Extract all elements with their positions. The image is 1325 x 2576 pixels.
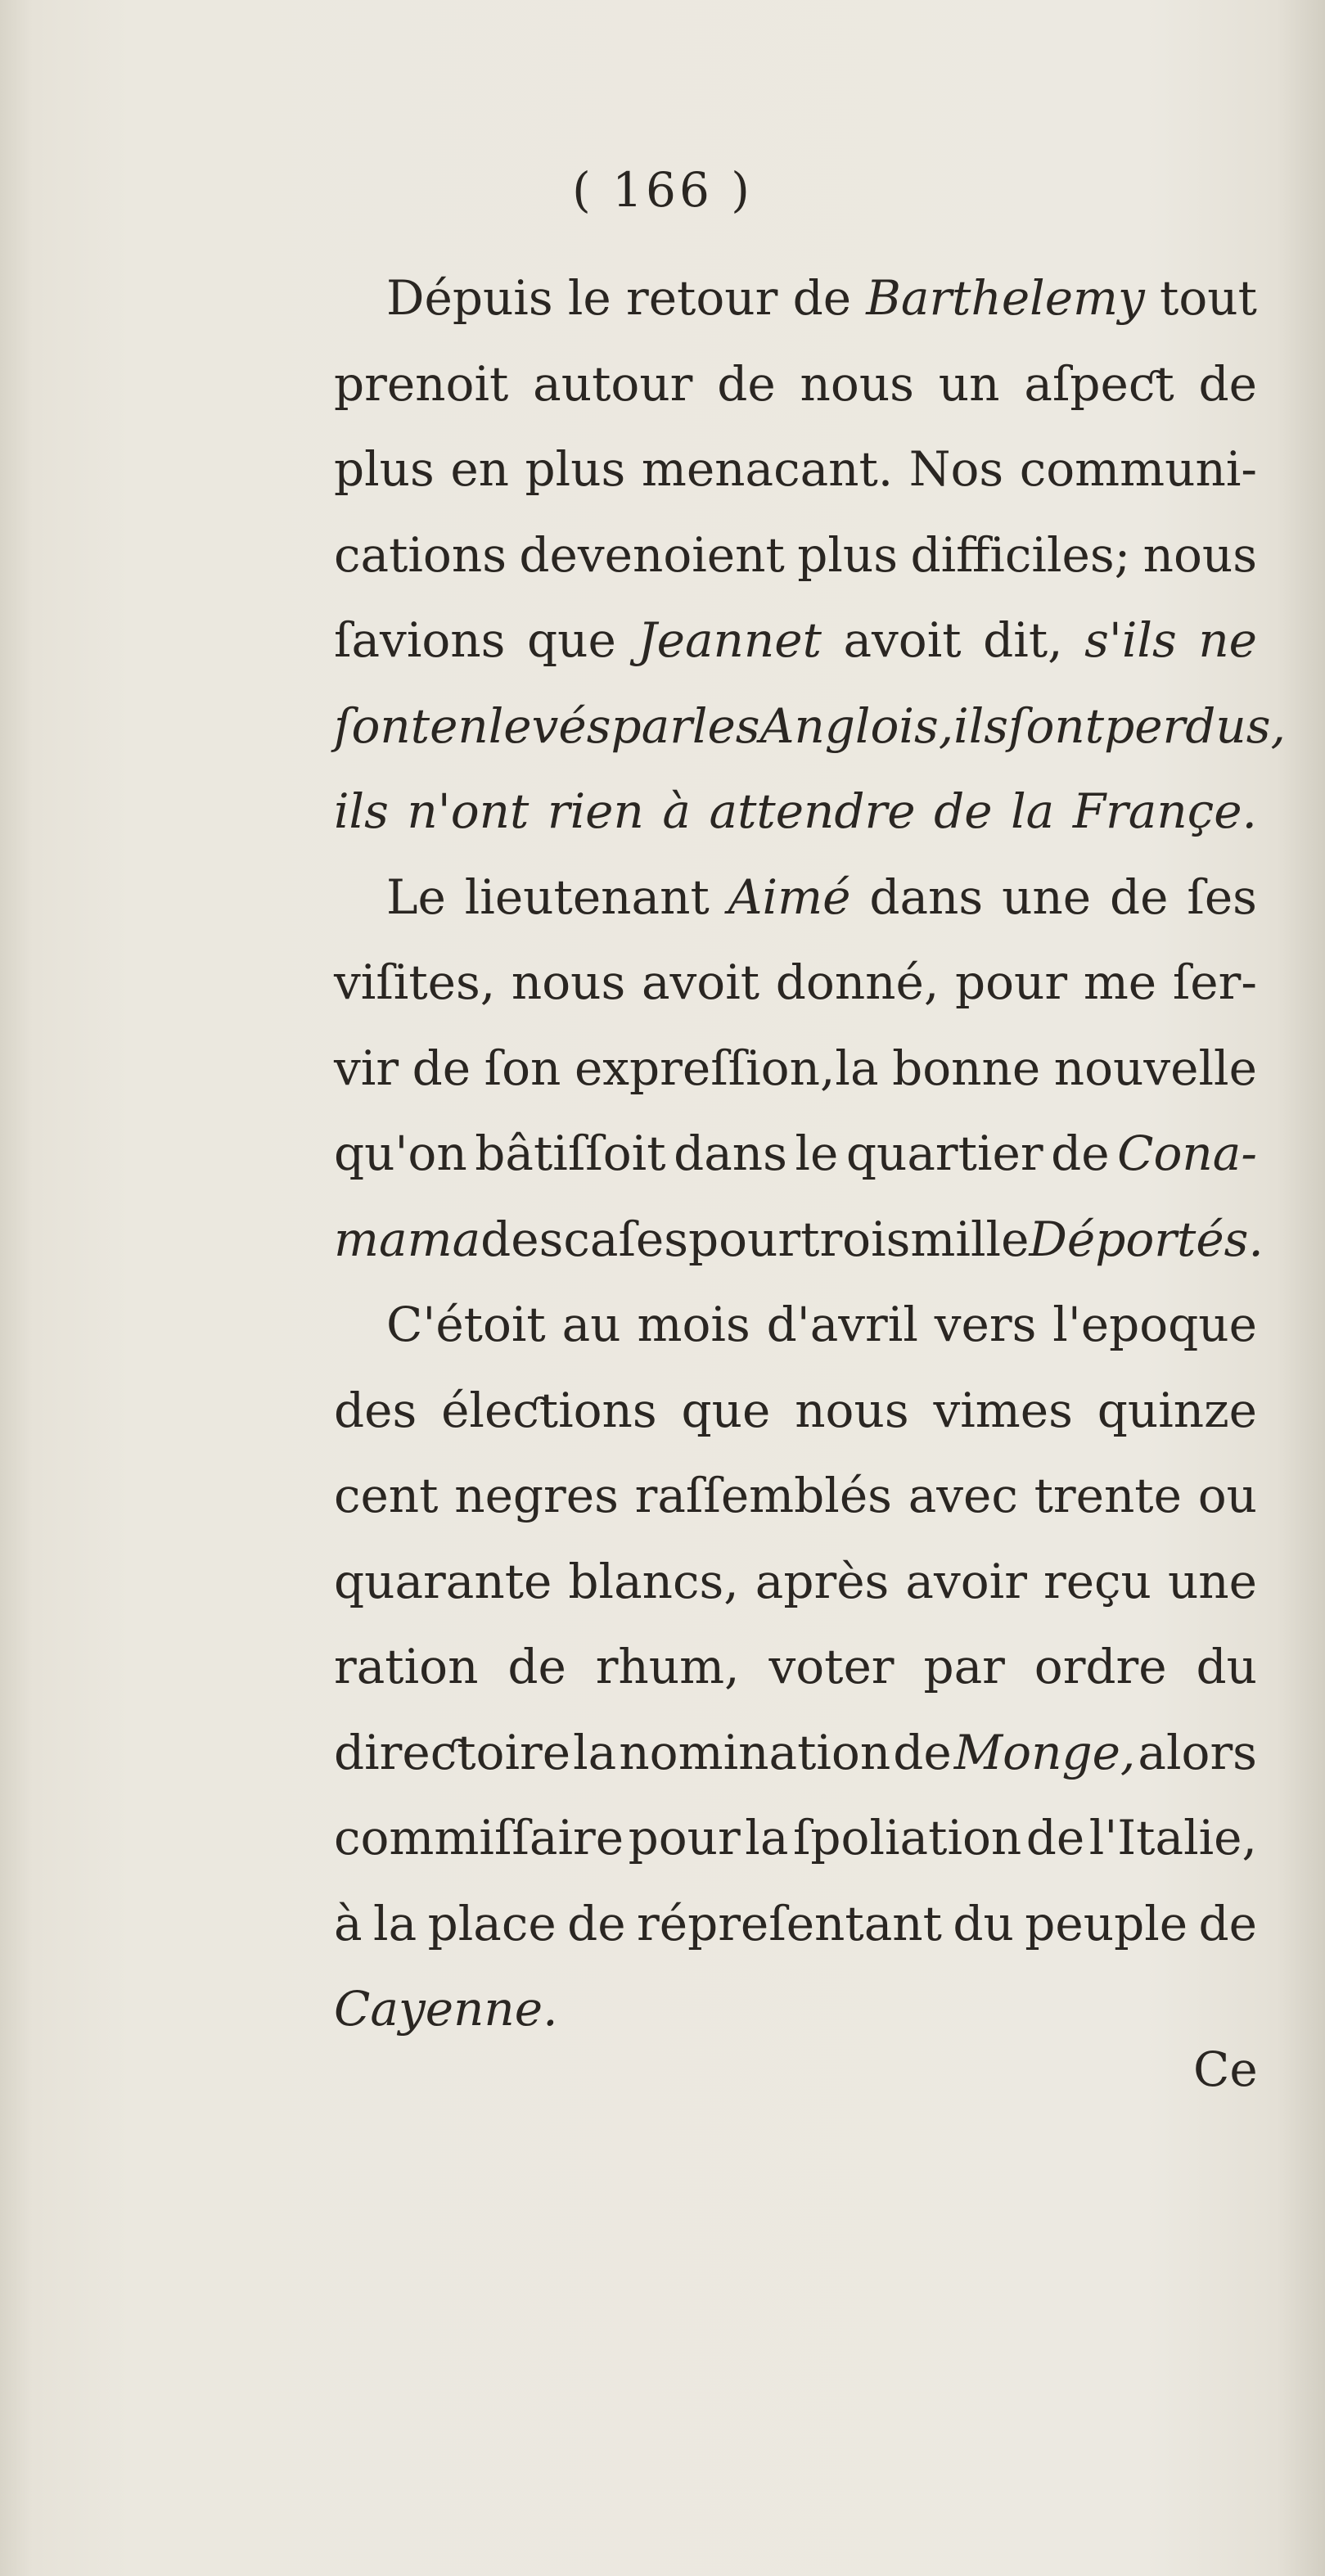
page-number: ( 166 ): [572, 162, 753, 218]
word: ſon: [484, 1040, 561, 1096]
word: bonne: [892, 1040, 1041, 1096]
word: dit,: [983, 612, 1063, 668]
word: des: [334, 1382, 417, 1438]
word: que: [526, 612, 616, 668]
word: perdus,: [1104, 697, 1286, 754]
word: de: [1110, 868, 1169, 925]
word: le: [795, 1126, 839, 1181]
word: n'ont: [407, 783, 530, 839]
word: Nos: [908, 441, 1004, 497]
word: mille: [910, 1211, 1030, 1267]
word: la: [1011, 783, 1055, 839]
word: expreſſion,la: [574, 1040, 879, 1096]
word: Barthelemy: [866, 270, 1145, 326]
word: plus: [797, 526, 899, 583]
word: au: [561, 1297, 621, 1352]
word: attendre: [709, 783, 916, 839]
word: voter: [768, 1639, 895, 1694]
word: enlevés: [430, 697, 611, 754]
word: donné,: [775, 954, 940, 1010]
word: ſont: [1008, 697, 1105, 754]
word: ſer-: [1172, 954, 1257, 1010]
word: vimes: [933, 1382, 1073, 1438]
word: Déportés.: [1029, 1211, 1264, 1267]
word: de: [893, 1724, 952, 1780]
word: blancs,: [568, 1553, 739, 1609]
word: avoit: [641, 954, 760, 1010]
word: quinze: [1097, 1382, 1257, 1438]
word: nous: [511, 954, 626, 1010]
body-text: [334, 255, 1286, 2052]
word: les: [692, 697, 760, 754]
word: devenoient: [519, 526, 785, 583]
word: vir: [334, 1040, 399, 1096]
word: répreſentant: [637, 1895, 942, 1951]
word: un: [938, 355, 1000, 412]
word: Aimé: [728, 868, 851, 925]
word: lieutenant: [464, 868, 710, 925]
word: de: [934, 783, 993, 839]
word: viſites,: [334, 954, 496, 1010]
word: s'ils: [1084, 612, 1177, 668]
word: qu'on: [334, 1126, 467, 1181]
word: plus: [334, 441, 435, 497]
text-line: [334, 1111, 1257, 1197]
word: peuple: [1025, 1895, 1188, 1951]
word: cent: [334, 1468, 439, 1523]
word: de: [507, 1639, 566, 1694]
text-line: [334, 1881, 1257, 1967]
word: de: [1051, 1126, 1110, 1181]
text-line: [334, 1453, 1257, 1539]
word: retour: [625, 270, 778, 326]
word: avoit: [843, 612, 962, 668]
word: me: [1083, 954, 1157, 1010]
text-line: [334, 769, 1257, 855]
word: dans: [869, 868, 984, 925]
word: à: [334, 1895, 363, 1951]
word: rhum,: [595, 1639, 740, 1694]
text-line: [334, 1539, 1257, 1625]
word: l'Italie,: [1088, 1810, 1257, 1865]
word: ordre: [1034, 1639, 1167, 1694]
word: nous: [800, 355, 914, 412]
word: vers: [934, 1297, 1037, 1352]
word: avec: [908, 1468, 1018, 1523]
word: dans: [674, 1126, 787, 1181]
word: de: [717, 355, 776, 412]
word: Dépuis: [386, 270, 553, 326]
word: C'étoit: [386, 1297, 546, 1352]
word: aſpeƈt: [1024, 355, 1174, 412]
word: mama: [334, 1211, 481, 1267]
word: une: [1167, 1553, 1257, 1609]
word: quartier: [845, 1126, 1043, 1181]
word: raſſemblés: [634, 1468, 892, 1523]
word: tout: [1160, 270, 1257, 326]
word: prenoit: [334, 355, 509, 412]
word: nous: [795, 1382, 909, 1438]
word: pour: [954, 954, 1068, 1010]
word: la: [745, 1810, 789, 1865]
word: par: [611, 697, 692, 754]
text-line: [334, 1026, 1257, 1112]
word: mois: [637, 1297, 750, 1352]
text-line: [334, 1966, 1257, 2052]
word: place: [427, 1895, 557, 1951]
word: negres: [454, 1468, 619, 1523]
word: de: [567, 1895, 626, 1951]
word: Le: [386, 868, 446, 925]
word: nouvelle: [1053, 1040, 1257, 1096]
text-line: [334, 1795, 1257, 1881]
text-line: [334, 512, 1257, 598]
word: caſes: [563, 1211, 688, 1267]
word: rien: [547, 783, 644, 839]
word: autour: [533, 355, 693, 412]
word: éleƈtions: [441, 1382, 657, 1438]
word: du: [1196, 1639, 1257, 1694]
word: trente: [1034, 1468, 1182, 1523]
word: à: [662, 783, 691, 839]
word: Cona-: [1117, 1126, 1257, 1181]
word: de: [1198, 355, 1257, 412]
text-line: [334, 1282, 1257, 1368]
text-line: [334, 341, 1257, 427]
word: ils: [334, 783, 389, 839]
word: avoir: [905, 1553, 1027, 1609]
text-line: [334, 598, 1257, 683]
word: Françe.: [1072, 783, 1257, 839]
word: reçu: [1043, 1553, 1151, 1609]
word: par: [923, 1639, 1005, 1694]
word: la: [373, 1895, 417, 1951]
word: de: [412, 1040, 471, 1096]
word: menacant.: [641, 441, 894, 497]
word: de: [1025, 1810, 1085, 1865]
text-line: [334, 1710, 1257, 1796]
word: trois: [800, 1211, 911, 1267]
catchword: Ce: [1193, 2041, 1258, 2097]
text-line: [334, 940, 1257, 1026]
word: pour: [628, 1810, 741, 1865]
word: ils: [953, 697, 1009, 754]
word: l'epoque: [1052, 1297, 1257, 1352]
text-line: [334, 426, 1257, 512]
word: nous: [1142, 526, 1257, 583]
word: quarante: [334, 1553, 552, 1609]
text-line: [334, 255, 1257, 341]
word: alors: [1138, 1724, 1257, 1780]
word: Cayenne.: [334, 1981, 558, 2037]
text-line: [334, 683, 1286, 769]
word: la: [573, 1724, 617, 1780]
word: commiſſaire: [334, 1810, 624, 1865]
text-line: [334, 1624, 1257, 1710]
word: difficiles;: [910, 526, 1131, 583]
word: ration: [334, 1639, 479, 1694]
word: plus: [525, 441, 626, 497]
word: nomination: [619, 1724, 891, 1780]
word: d'avril: [766, 1297, 918, 1352]
word: ne: [1198, 612, 1257, 668]
word: une: [1002, 868, 1092, 925]
text-line: [334, 1368, 1257, 1454]
word: après: [755, 1553, 890, 1609]
word: en: [450, 441, 509, 497]
word: de: [1198, 1895, 1257, 1951]
word: ou: [1197, 1468, 1257, 1523]
word: ſavions: [334, 612, 506, 668]
word: direƈtoire: [334, 1724, 571, 1780]
word: que: [681, 1382, 771, 1438]
text-line: [334, 1197, 1264, 1283]
word: le: [567, 270, 611, 326]
word: communi-: [1019, 441, 1257, 497]
word: des: [480, 1211, 564, 1267]
word: Monge,: [953, 1724, 1136, 1780]
word: cations: [334, 526, 507, 583]
word: ſpoliation: [792, 1810, 1022, 1865]
word: ſont: [334, 697, 430, 754]
word: bâtiſſoit: [475, 1126, 666, 1181]
word: ſes: [1187, 868, 1257, 925]
word: de: [792, 270, 852, 326]
word: Jeannet: [638, 612, 822, 668]
word: pour: [688, 1211, 801, 1267]
word: Anglois,: [759, 697, 954, 754]
text-line: [334, 855, 1257, 941]
word: du: [953, 1895, 1014, 1951]
